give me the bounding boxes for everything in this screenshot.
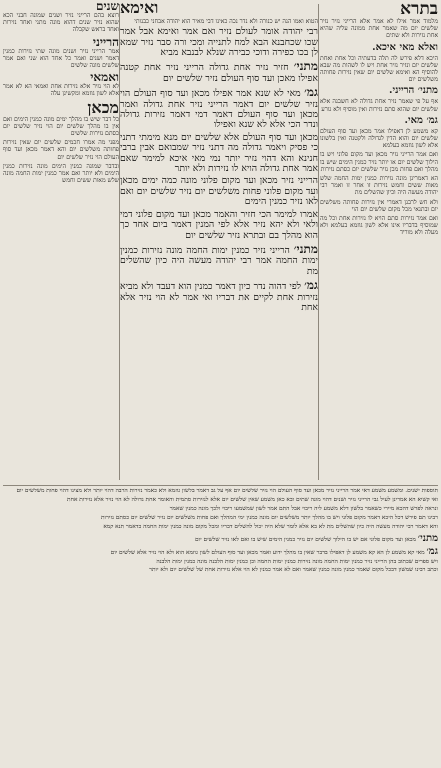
dibur-hamatchil: מתני׳ הרייני. [389, 85, 438, 97]
bottom-text: מכאן ועד מקום פלוני אם יש בו הילוך שלשים יום נזיר כמנין הימים שיש בו ואם לאו נזיר שלשים יום [195, 536, 416, 543]
commentary-paragraph: כל דבר שיש בו מהלך ימים מונה כמנין הימים ואם אין בו מהלך שלשים יום הוי נזיר שלשים יום כסתם נזירות שלשים [3, 115, 119, 138]
commentary-paragraph: ואם אמר הרייני נזיר מכאן ועד מקום פלוני ויש בו הילוך שלשים יום או יותר נזיר כמנין הימים שיש בו מהלך ואם פחות מכן נזיר שלשים יום כסתם נזירות [320, 151, 438, 173]
commentary-paragraph: לא הוי נזיר אלא נזירות אחת ואמאי הא לא אמר אלא לשון גוזמא ומקשינן עלה [3, 83, 119, 98]
commentary-paragraph: מלמוד אמר אילו לא אמר אלא הרייני נזיר נזיר שלשים יום מה שאמר אחת ממונה עליה שהיא אחת נזירות ולא שתים [320, 18, 438, 40]
main-paragraph: הרייני נזיר מכאן ועד מקום פלוני מונה כמה ימים מכאן ועד מקום פלוני פחות משלשים יום נזיר שלשים יום ואם לאו נזיר כמנין הימים [120, 175, 318, 208]
commentary-heading [320, 85, 438, 96]
main-paragraph [120, 279, 318, 313]
gemara-marker: גמ׳ [304, 85, 318, 100]
column-divider [318, 4, 319, 480]
commentary-paragraph: ואם אמר נזירות סתם הויא לו נזירות אחת וכל מה שמוסיף בדבריו אינו אלא לשון גוזמא בעלמא ולא מעלה ולא מוריד [320, 215, 438, 237]
commentary-heading [320, 115, 438, 126]
main-paragraph: מכאן ועד סוף העולם אלא שלשים יום מנא מימתי דתני כי פסיק ויאמר גדולה מה דתני נזיר שמבואם אבין ברבי חנינא והא דהוי נזיר יותר נמי מאי איכא למימר שאם אמר אחת גדולה הויא לו נזירות ולא יותר [120, 131, 318, 175]
center-heading: ואימא [120, 0, 159, 17]
bottom-paragraph: ויש ספרים שכתוב בהן הרייני נזיר כמנין ימות החמה מונה נזירות כמנין ימות החמה וכן כמנין ימות הלבנה מונה כמנין ימות הלבנה [156, 558, 438, 565]
commentary-paragraph: אף על פי שאמר נזיר אחת גדולה לא חשבנה אלא שלשים יום שהוא סתם נזירות ואין מוסיף ולא גורע [320, 98, 438, 113]
main-paragraph [120, 60, 318, 84]
column-divider [119, 4, 120, 480]
commentary-paragraph: ולא חש לרבנן דאמרי אין נזירות פחותה משלשים יום ובתנאי מכל מקום שלשים יום הוי [320, 198, 438, 213]
bottom-paragraph: ונראה לפרש דהכא מיירי כשאמר בלשון דלא משמע ליה ריבוי אבל התם אמר לשון שמשמעו ריבוי ולכך מונה כמנין שאמר [169, 505, 438, 512]
commentary-paragraph: קא משמע לן דאפילו אמר מכאן ועד סוף העולם שלשים יום והוא הדין לגדולה ולקטנה ואין בלשונו אלא לשון גוזמא בעלמא [320, 127, 438, 150]
bottom-paragraph [3, 546, 438, 557]
bottom-paragraph: ואי קשיא הא אמרינן לעיל גבי הרייני נזיר ושנים דהוי מונה שתים ובא כאן משמע שאין שלשים יום אלא לנזירות סתמית והאומר אחת גדולה לא הוי נזיר אלא נזירות אחת [67, 496, 438, 503]
left-heading: מכאן [87, 97, 119, 117]
right-column-heading: בתרא [400, 0, 438, 19]
bottom-paragraph: וכתב רבינו שמשון דבכל מקום שאמר כמנין מונה כמנין שאמר ואם לא אמר כמנין לא הוי אלא נזירות אחת של שלשים יום ולא יותר [149, 567, 438, 574]
bottom-paragraph [3, 533, 438, 544]
left-commentary-column [3, 0, 119, 484]
commentary-paragraph: רוצא בהם הרייני נזיר ושנים שמונה חבני הכא שהוא נזיר שנים דהוא מונה מתני ואחד נזירות ואחד בראש שקבלה [3, 12, 119, 34]
left-heading: ואמאי [90, 70, 119, 85]
commentary-paragraph: הא דאמרינן מונה נזירות כמנין ימות החמה שלש מאות ששים וחמש נזירות זו אחר זו ואמר רבי יהודה מעשה היה וכיון שהשלים מת [320, 175, 438, 197]
gemara-text: לפי דהוה נדר כיון דאמר כמנין הוא דעבד ולא מביא נזירות אחת לקיים את דבריו ואי אמר לא הוי נזיר אלא אחת [120, 281, 318, 313]
right-commentary-column [320, 0, 438, 484]
bottom-commentary [3, 488, 438, 765]
bottom-text: מאי קא משמע לן הא קא משמע לן דאפילו בדבר שאין בו מהלך ידוע ואמר מכאן ועד סוף העולם לשון גוזמא הוא ולא הוי נזיר אלא שלשים יום [110, 549, 425, 556]
mishnah-marker: מתני׳ [293, 59, 318, 74]
main-paragraph: רבי יהודה אומר לעולם נזיר ואם אמר ואימא אבל אמר שכו שכחבנא הבא למח לתנייה ומכי ורה סבר נזיר שמא לן בכו כפירה ודוכי כבירה שנלא לבנבא מביא [120, 26, 318, 59]
commentary-heading [320, 42, 438, 53]
commentary-paragraph: מפני מה אמרו חכמים שלשים יום שאין נזירות פחותה משלשים יום והא דאמר מכאן ועד סוף העולם הוי נזיר שלשים יום [3, 139, 119, 161]
gemara-marker: גמ׳ [426, 545, 438, 557]
gemara-marker: גמ׳ [304, 278, 318, 293]
mishnah-text: הרייני נזיר כמנין ימות החמה מונה נזירות כמנין ימות החמה אמר רבי יהודה מעשה היה כיון שהשלים מת [120, 244, 318, 277]
main-paragraph [120, 243, 318, 277]
main-opening-lines: הטוא ואמו הנה יש כנורה ולא נדר נכה כאינו דבי מאיר הוא יהודה אבחני כבנותי [134, 18, 318, 25]
mishnah-text: חזיר נזיר אחת גדולה הרייני נזיר אחת קטנה אפילו מאכן ועד סוף העולם נזיר שלשים יום [120, 62, 318, 84]
main-paragraph: אמרו למימר הכי חזיר והאמר מכאן ועד מקום פלוני דמי ולאי ולא יהא נזיר אלא לפי המנין דאמר ביום אחד כך הוא מהלך בם ובתרא נזיר שלשים יום [120, 208, 318, 241]
dibur-hamatchil: גמ׳ מאי. [404, 114, 438, 126]
left-heading: הרייני [92, 34, 119, 49]
commentary-paragraph: ובדבר שמונה כמנין הימים מונה נזירות כמנין הימים ולא יותר ואם אמר כמנין ימות החמה מונה שלש מאות ששים וחמש [3, 162, 119, 185]
commentary-paragraph: אמר הרייני נזיר ושנים מונה שתי נזירות כמנין דאמר ושנים ואמר כל אחד הוא שני ואם אמר שלשים מונה שלשים [3, 47, 119, 70]
bottom-paragraph: והא דאמר רבי יהודה מעשה היה כיון שהשלים מת לא בא אלא לומר שלא היה יכול להשלים דבריו ומכל מקום מונה כמנין ימות החמה כדאמר תנא קמא [103, 523, 438, 530]
dibur-hamatchil: ואלא מאי איכא. [372, 41, 438, 53]
main-paragraph [120, 86, 318, 131]
bottom-paragraph: רבינו תם פירש דכל היכא דאמר מקום פלוני ויש בו מהלך יותר משלשים יום מונה כמנין ימי המהלך ואם פחות משלשים יום נזיר שלשים יום כסתם נזירות [101, 514, 438, 521]
left-heading: שנים [95, 0, 119, 13]
mishnah-marker: מתני׳ [293, 241, 318, 256]
main-text-column [120, 0, 318, 484]
mishnah-marker: מתני׳ [417, 532, 438, 544]
bottom-paragraph: תוספות ישנים. ומשמע משמע דאי אמר הרייני נזיר מכאן ועד סוף העולם הוי נזיר שלשים יום אף על גב דאמר בלשון גוזמא ולא כאמר נזירות הרבה דהוי יותר ולא מצינו דהוי פחות משלשים יום [16, 488, 438, 494]
gemara-text: מאי לא שנא אמר אפילו מכאן ועד סוף העולם הוי נזיר שלשים יום דאמר הרייני נזיר אחת גדולה ואמר מכאן ועד סוף העולם דאמר דמי דאמר נזירות גדולה ונדר הכי אלא לא שנא ואפילו [120, 88, 318, 131]
section-divider [3, 485, 438, 486]
commentary-paragraph: היכא דלא פירש לה תלה בדעתיה וכל אחת ואחת שלשים יום ונזיר נזיר אחת ויש לו לשהות מה שבא להוסיף הא ואימא שלשים יום שאין נזירות פחותה משלשים יום [320, 54, 438, 84]
